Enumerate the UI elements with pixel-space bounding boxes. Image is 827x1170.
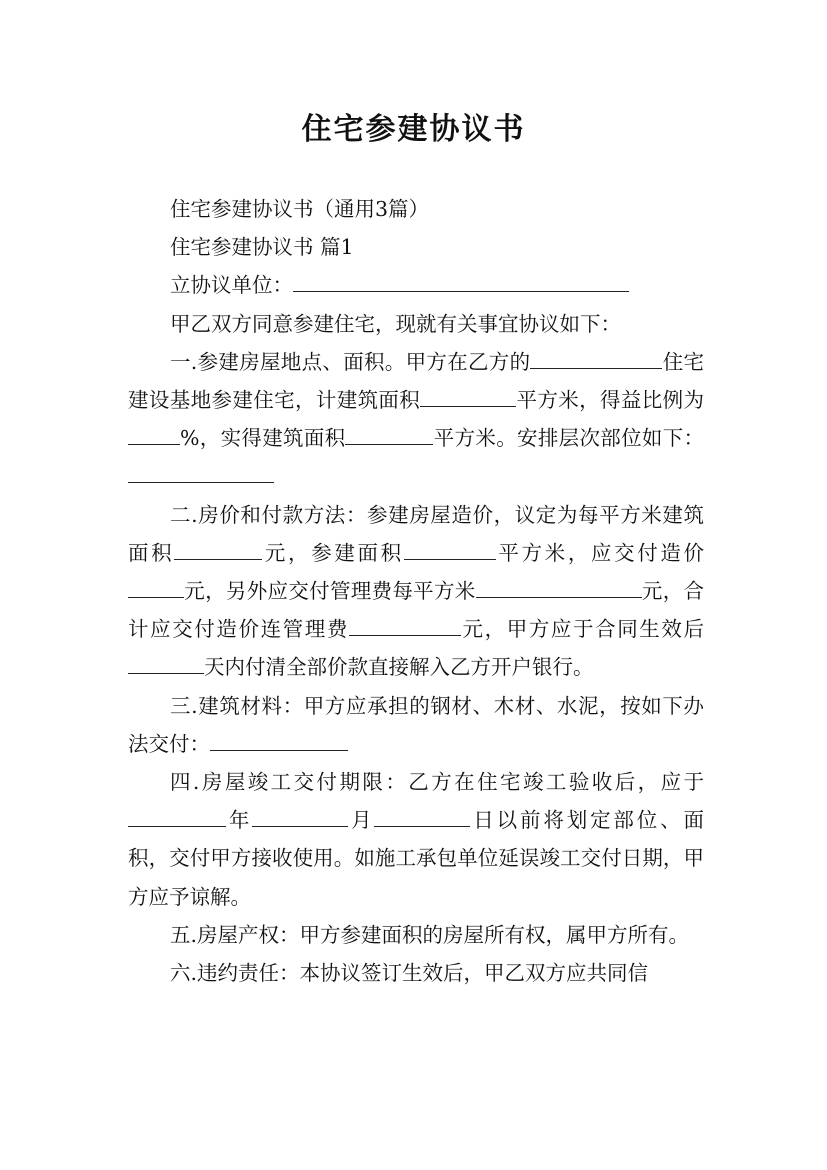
clause-1-text-e: 平方米。安排层次部位如下： [433, 426, 705, 451]
clause-3 [128, 687, 704, 763]
cost-blank [128, 579, 184, 598]
section-heading: 住宅参建协议书 篇1 [170, 235, 354, 260]
clause-1-text-b: 住宅建设基地参建住宅，计建筑面积 [128, 349, 705, 413]
clause-2-text-f: 元，甲方应于合同生效后 [460, 617, 705, 642]
clause-1-text-a: 一.参建房屋地点、面积。甲方在乙方的 [170, 349, 531, 374]
intro-paragraph: 甲乙双方同意参建住宅，现就有关事宜协议如下： [170, 311, 621, 336]
clause-1 [128, 343, 704, 496]
clause-1-text-d: %，实得建筑面积 [180, 426, 346, 451]
clause-2-text-a: 二.房价和付款方法：参建房屋造价，议定为每平方米建筑面积 [128, 502, 704, 565]
unit-price-blank [174, 540, 262, 559]
management-fee-blank [476, 579, 642, 598]
clause-3-text-a: 三.建筑材料：甲方应承担的钢材、木材、水泥，按如下办法交付： [128, 693, 704, 756]
clause-4-text-c: 月 [348, 808, 375, 833]
floor-position-blank [128, 464, 274, 483]
unit-label: 立协议单位： [170, 273, 293, 298]
ratio-blank [128, 426, 180, 445]
clause-2-text-g: 天内付清全部价款直接解入乙方开户银行。 [204, 655, 594, 680]
total-cost-blank [349, 617, 461, 636]
clause-4-text-a: 四.房屋竣工交付期限：乙方在住宅竣工验收后，应于 [170, 770, 704, 795]
area-blank [420, 388, 516, 407]
clause-4-text-d: 日以前将划定部位、面积，交付甲方接收使用。如施工承包单位延误竣工交付日期，甲方应予谅解。 [128, 808, 705, 909]
clause-2-text-e: 元，合计应交付造价连管理费 [128, 579, 705, 642]
clause-6: 六.违约责任：本协议签订生效后，甲乙双方应共同信 [170, 961, 649, 986]
clause-2-text-c: 平方米，应交付造价 [495, 540, 705, 565]
day-blank [374, 808, 470, 827]
days-blank [128, 655, 204, 674]
clause-4-text-b: 年 [226, 808, 253, 833]
location-blank [530, 349, 662, 368]
unit-blank [293, 273, 629, 292]
clause-2-text-b: 元，参建面积 [262, 540, 404, 565]
clause-1-text-c: 平方米，得益比例为 [516, 388, 705, 413]
clause-2 [128, 496, 704, 687]
clause-2-text-d: 元，另外应交付管理费每平方米 [184, 579, 476, 604]
clause-4 [128, 763, 704, 916]
document-body [128, 190, 704, 992]
clause-5: 五.房屋产权：甲方参建面积的房屋所有权，属甲方所有。 [170, 922, 690, 947]
year-blank [128, 808, 226, 827]
participation-area-blank [404, 540, 496, 559]
unit-line [128, 266, 704, 304]
materials-blank [210, 731, 348, 750]
month-blank [252, 808, 348, 827]
actual-area-blank [345, 426, 433, 445]
document-title: 住宅参建协议书 [301, 112, 526, 147]
subtitle: 住宅参建协议书（通用3篇） [170, 197, 430, 221]
